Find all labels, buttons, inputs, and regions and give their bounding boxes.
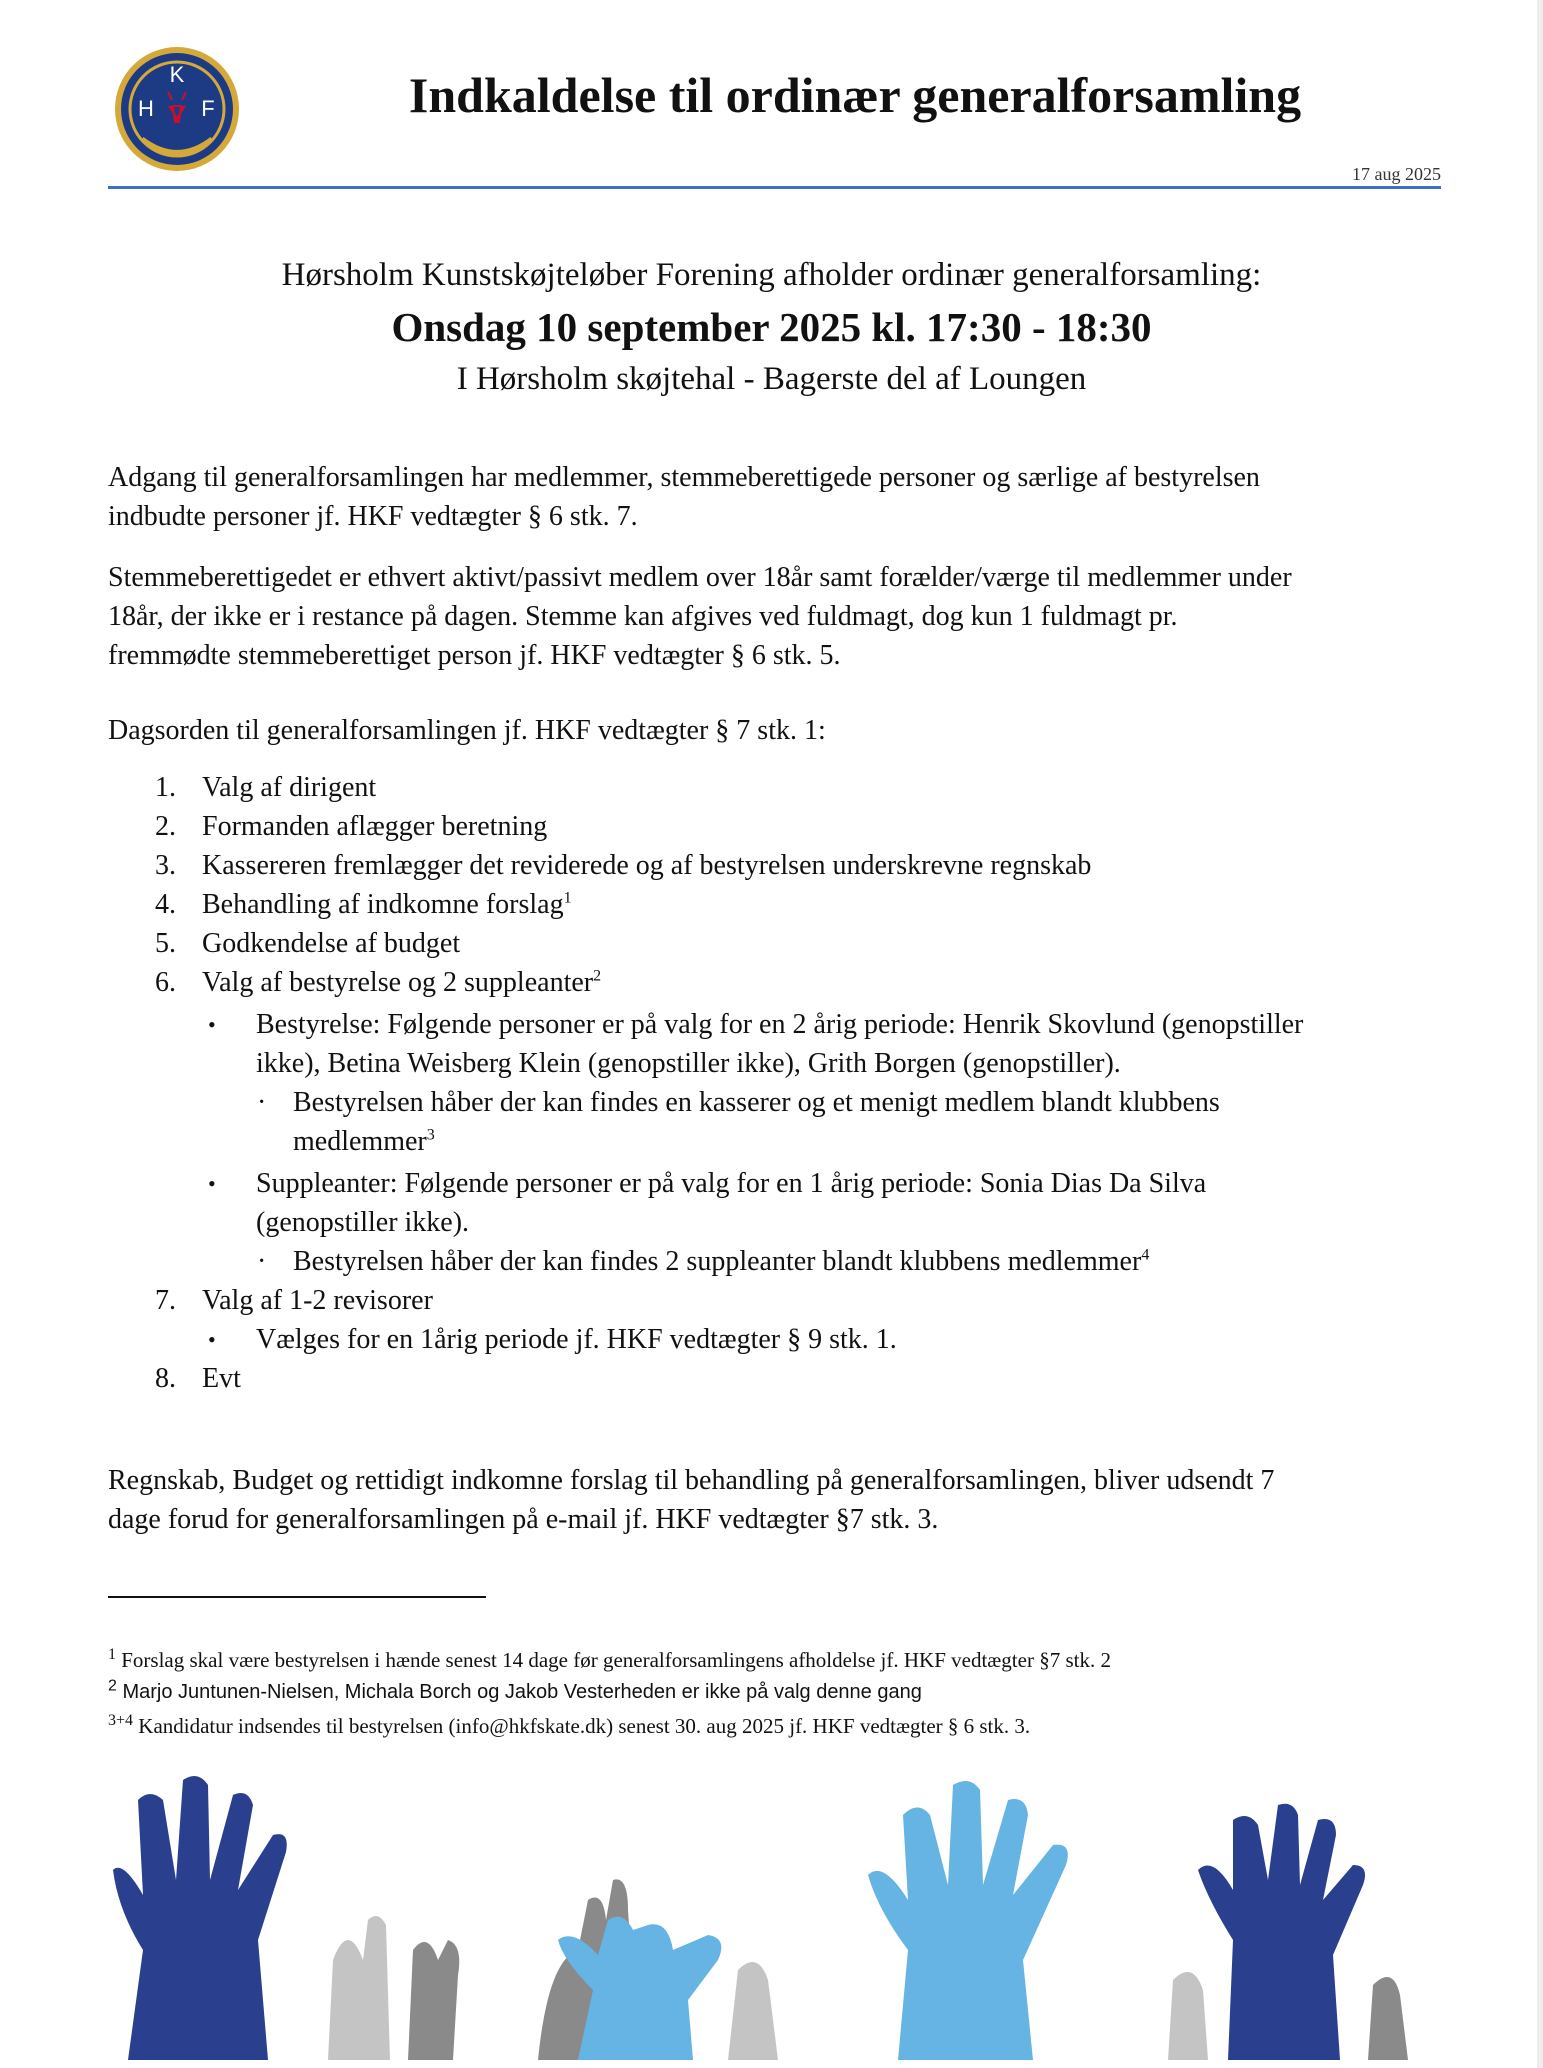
budget-paragraph bbox=[108, 1461, 1448, 1539]
agenda-item: Valg af 1-2 revisorer bbox=[202, 1285, 433, 1316]
grey-hand bbox=[408, 1940, 459, 2060]
agenda-heading: Dagsorden til generalforsamlingen jf. HKF vedtægter § 7 stk. 1: bbox=[108, 715, 826, 746]
page-title: Indkaldelse til ordinær generalforsamling bbox=[408, 67, 1302, 123]
paragraph-line: Stemmeberettigedet er ethvert aktivt/passivt medlem over 18år samt forælder/værge til medlemmer under bbox=[108, 562, 1292, 593]
suppleanter-sub-text: Bestyrelsen håber der kan findes 2 suppleanter blandt klubbens medlemmer bbox=[293, 1246, 1142, 1277]
meeting-location: I Hørsholm skøjtehal - Bagerste del af Loungen bbox=[456, 361, 1087, 397]
sub-bullet-icon: · bbox=[257, 1087, 267, 1118]
voting-paragraph bbox=[108, 558, 1448, 675]
agenda-item-text: Valg af bestyrelse og 2 suppleanter bbox=[202, 967, 594, 998]
light-grey-hand bbox=[328, 1916, 390, 2060]
header-rule bbox=[108, 186, 1441, 189]
paragraph-line: dage forud for generalforsamlingen på e-mail jf. HKF vedtægter §7 stk. 3. bbox=[108, 1504, 939, 1535]
page-edge-shadow bbox=[1537, 0, 1543, 2068]
agenda-item: Evt bbox=[202, 1363, 241, 1394]
agenda-number: 5. bbox=[155, 928, 176, 959]
meeting-datetime: Onsdag 10 september 2025 kl. 17:30 - 18:30 bbox=[391, 304, 1152, 350]
footnote-separator bbox=[108, 1596, 486, 1598]
bestyrelse-sub-text: medlemmer bbox=[293, 1126, 427, 1157]
footnote-ref: 1 bbox=[563, 889, 572, 907]
agenda-number: 4. bbox=[155, 889, 176, 920]
bullet-icon: • bbox=[208, 1012, 216, 1037]
paragraph-line: fremmødte stemmeberettiget person jf. HKF vedtægter § 6 stk. 5. bbox=[108, 640, 841, 671]
footnote-text: Forslag skal være bestyrelsen i hænde senest 14 dage før generalforsamlingens afholdelse jf. HKF vedtægter §7 stk. 2 bbox=[121, 1648, 1111, 1672]
footnote-ref: 2 bbox=[593, 967, 602, 985]
footnote-ref: 3 bbox=[426, 1126, 435, 1144]
paragraph-line: Regnskab, Budget og rettidigt indkomne forslag til behandling på generalforsamlingen, bliver udsendt 7 bbox=[108, 1465, 1275, 1496]
logo-letter-f: F bbox=[201, 96, 215, 121]
paragraph-line: 18år, der ikke er i restance på dagen. Stemme kan afgives ved fuldmagt, dog kun 1 fuldmagt pr. bbox=[108, 601, 1178, 632]
sub-bullet-icon: · bbox=[257, 1246, 267, 1277]
bullet-icon: • bbox=[208, 1171, 216, 1196]
access-paragraph bbox=[108, 458, 1448, 536]
logo-letter-h: H bbox=[138, 96, 154, 121]
suppleanter-line: (genopstiller ikke). bbox=[256, 1207, 470, 1238]
bestyrelse-line: ikke), Betina Weisberg Klein (genopstiller ikke), Grith Borgen (genopstiller). bbox=[256, 1048, 1121, 1079]
agenda-item: Formanden aflægger beretning bbox=[202, 811, 548, 842]
bestyrelse-sub-line bbox=[293, 1126, 435, 1158]
hkf-logo bbox=[112, 44, 242, 174]
agenda-item: Valg af dirigent bbox=[202, 772, 377, 803]
footnote-3-4 bbox=[108, 1714, 1030, 1739]
paragraph-line: indbudte personer jf. HKF vedtægter § 6 stk. 7. bbox=[108, 501, 638, 532]
dark-blue-hand bbox=[1198, 1804, 1365, 2060]
agenda-item-text: Behandling af indkomne forslag bbox=[202, 889, 564, 920]
raised-hands-illustration bbox=[108, 1760, 1438, 2060]
light-grey-hand bbox=[1168, 1972, 1208, 2060]
footnote-mark: 3+4 bbox=[108, 1712, 134, 1729]
logo-letter-k: K bbox=[169, 62, 185, 87]
grey-hand bbox=[1368, 1977, 1408, 2060]
bestyrelse-line: Bestyrelse: Følgende personer er på valg for en 2 årig periode: Henrik Skovlund (genopstiller bbox=[256, 1009, 1304, 1040]
agenda-number: 8. bbox=[155, 1363, 176, 1394]
footnote-text: Marjo Juntunen-Nielsen, Michala Borch og Jakob Vesterheden er ikke på valg denne gang bbox=[122, 1681, 922, 1703]
footnote-ref: 4 bbox=[1141, 1246, 1150, 1264]
dark-blue-hand bbox=[113, 1776, 287, 2060]
agenda-number: 7. bbox=[155, 1285, 176, 1316]
agenda-item: Kassereren fremlægger det reviderede og af bestyrelsen underskrevne regnskab bbox=[202, 850, 1092, 881]
light-grey-hand bbox=[728, 1962, 778, 2060]
bestyrelse-sub-line: Bestyrelsen håber der kan findes en kasserer og et menigt medlem blandt klubbens bbox=[293, 1087, 1220, 1118]
agenda-number: 1. bbox=[155, 772, 176, 803]
footnote-mark: 1 bbox=[108, 1646, 116, 1663]
paragraph-line: Adgang til generalforsamlingen har medlemmer, stemmeberettigede personer og særlige af bestyrelsen bbox=[108, 462, 1260, 493]
footnote-2 bbox=[108, 1677, 922, 1704]
footnote-text: Kandidatur indsendes til bestyrelsen (info@hkfskate.dk) senest 30. aug 2025 jf. HKF vedtægter § 6 stk. 3. bbox=[138, 1714, 1031, 1738]
agenda-item bbox=[202, 967, 601, 999]
suppleanter-sub-line bbox=[293, 1246, 1149, 1278]
agenda-number: 2. bbox=[155, 811, 176, 842]
suppleanter-line: Suppleanter: Følgende personer er på valg for en 1 årig periode: Sonia Dias Da Silva bbox=[256, 1168, 1207, 1199]
bullet-icon: • bbox=[208, 1327, 216, 1352]
footnote-mark: 2 bbox=[108, 1677, 117, 1695]
light-blue-hand bbox=[868, 1781, 1068, 2060]
light-blue-hands bbox=[558, 1781, 1068, 2060]
agenda-item: Godkendelse af budget bbox=[202, 928, 461, 959]
intro-line: Hørsholm Kunstskøjteløber Forening afholder ordinær generalforsamling: bbox=[281, 257, 1262, 293]
agenda-number: 6. bbox=[155, 967, 176, 998]
document-date: 17 aug 2025 bbox=[1352, 164, 1441, 184]
agenda-number: 3. bbox=[155, 850, 176, 881]
revisor-line: Vælges for en 1årig periode jf. HKF vedtægter § 9 stk. 1. bbox=[256, 1324, 897, 1355]
footnote-1 bbox=[108, 1648, 1111, 1673]
agenda-item bbox=[202, 889, 572, 921]
